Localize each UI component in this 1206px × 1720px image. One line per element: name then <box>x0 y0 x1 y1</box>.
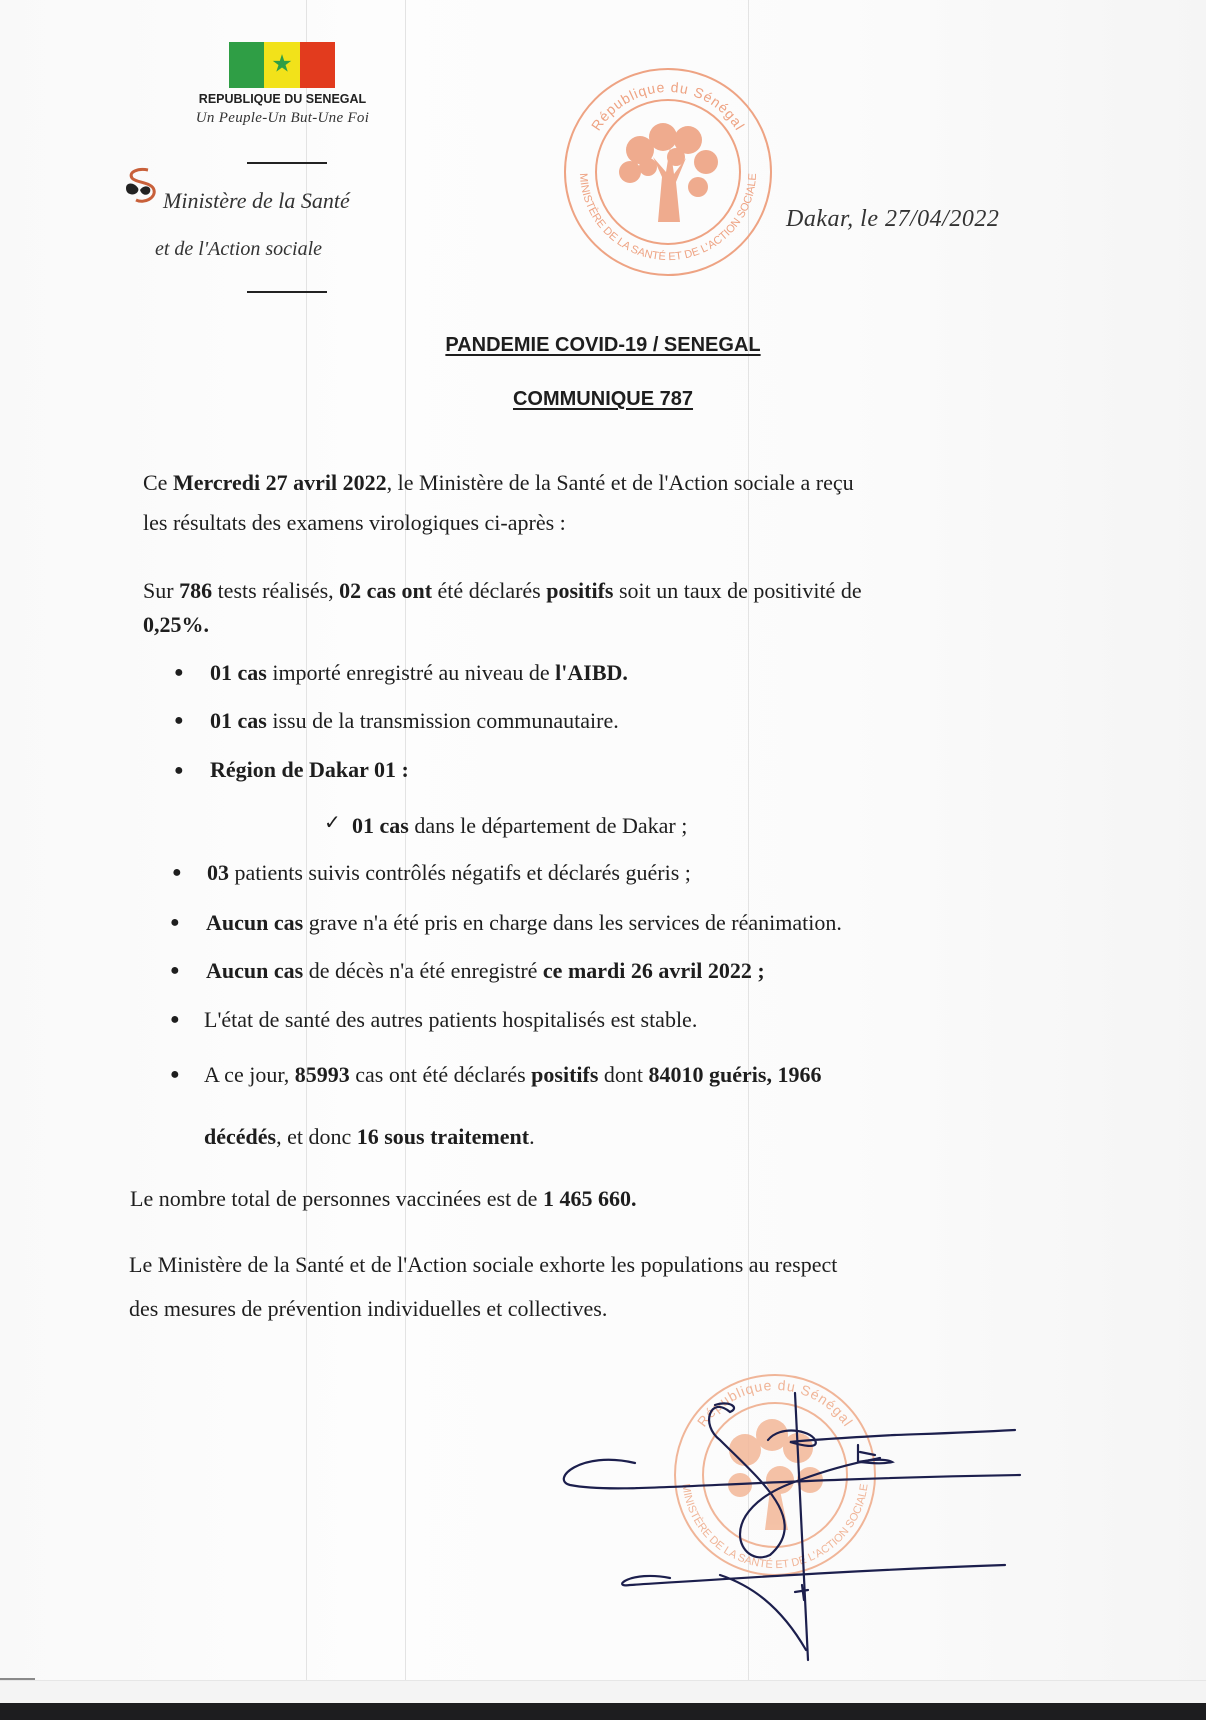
bullet-icon: ● <box>174 712 184 729</box>
bullet-icon: ● <box>174 664 184 681</box>
list-item: 01 cas issu de la transmission communautaire. <box>210 708 619 733</box>
intro-line-1: Ce Mercredi 27 avril 2022, le Ministère de la Santé et de l'Action sociale a reçu <box>143 470 854 495</box>
country-name: REPUBLIQUE DU SENEGAL <box>198 92 367 106</box>
bullet-icon: ● <box>170 962 180 979</box>
closing-line-1: Le Ministère de la Santé et de l'Action sociale exhorte les populations au respect <box>129 1252 838 1277</box>
results-line: Sur 786 tests réalisés, 02 cas ont été déclarés positifs soit un taux de positivité de <box>143 578 862 603</box>
positivity-rate: 0,25%. <box>143 612 209 637</box>
svg-text:République du Sénégal: République du Sénégal <box>693 1376 857 1430</box>
document-title: PANDEMIE COVID-19 / SENEGAL <box>445 334 761 356</box>
bullet-icon: ● <box>174 762 184 779</box>
fold-line <box>405 0 406 1686</box>
ministry-name: Ministère de la Santé <box>163 188 350 213</box>
signature-with-stamp <box>540 1330 1160 1690</box>
signature-icon <box>564 1393 1020 1660</box>
ministry-logo-icon <box>122 166 162 206</box>
svg-text:MINISTÈRE DE LA SANTÉ ET DE L': MINISTÈRE DE LA SANTÉ ET DE L'ACTION SOCIALE <box>576 172 760 264</box>
list-item-continuation: décédés, et donc 16 sous traitement. <box>204 1124 535 1149</box>
list-item: 03 patients suivis contrôlés négatifs et déclarés guéris ; <box>207 860 691 885</box>
screen-bottom-bar <box>0 1703 1206 1720</box>
list-item: L'état de santé des autres patients hospitalisés est stable. <box>204 1007 698 1032</box>
list-item: A ce jour, 85993 cas ont été déclarés positifs dont 84010 guéris, 1966 <box>204 1062 822 1087</box>
list-item: Aucun cas grave n'a été pris en charge dans les services de réanimation. <box>206 910 842 935</box>
bullet-icon: ● <box>170 914 180 931</box>
vaccination-total: Le nombre total de personnes vaccinées est de 1 465 660. <box>130 1186 637 1211</box>
document-date: Dakar, le 27/04/2022 <box>786 206 1000 232</box>
divider <box>247 162 327 164</box>
closing-line-2: des mesures de prévention individuelles et collectives. <box>129 1296 608 1321</box>
svg-text:MINISTÈRE DE LA SANTÉ ET DE L': MINISTÈRE DE LA SANTÉ ET DE L'ACTION SOCIALE <box>679 1482 871 1572</box>
page-bottom-margin <box>0 1680 1206 1704</box>
official-stamp-icon <box>558 62 778 282</box>
checkmark-icon: ✓ <box>324 812 341 834</box>
bullet-icon: ● <box>170 1011 180 1028</box>
communique-number: COMMUNIQUE 787 <box>512 388 694 410</box>
list-item: Aucun cas de décès n'a été enregistré ce mardi 26 avril 2022 ; <box>206 958 765 983</box>
ministry-name-line2: et de l'Action sociale <box>155 238 323 260</box>
list-item: Région de Dakar 01 : <box>210 757 409 782</box>
bullet-icon: ● <box>172 864 182 881</box>
bullet-icon: ● <box>170 1066 180 1083</box>
intro-line-2: les résultats des examens virologiques ci-après : <box>143 510 566 535</box>
divider <box>247 291 327 293</box>
senegal-flag-icon: ★ <box>229 42 335 88</box>
list-item: 01 cas importé enregistré au niveau de l'AIBD. <box>210 660 628 685</box>
svg-text:République du Sénégal: République du Sénégal <box>587 78 749 134</box>
official-stamp-icon <box>675 1375 875 1575</box>
national-motto: Un Peuple-Un But-Une Foi <box>195 110 370 126</box>
sub-list-item: 01 cas dans le département de Dakar ; <box>352 813 688 838</box>
